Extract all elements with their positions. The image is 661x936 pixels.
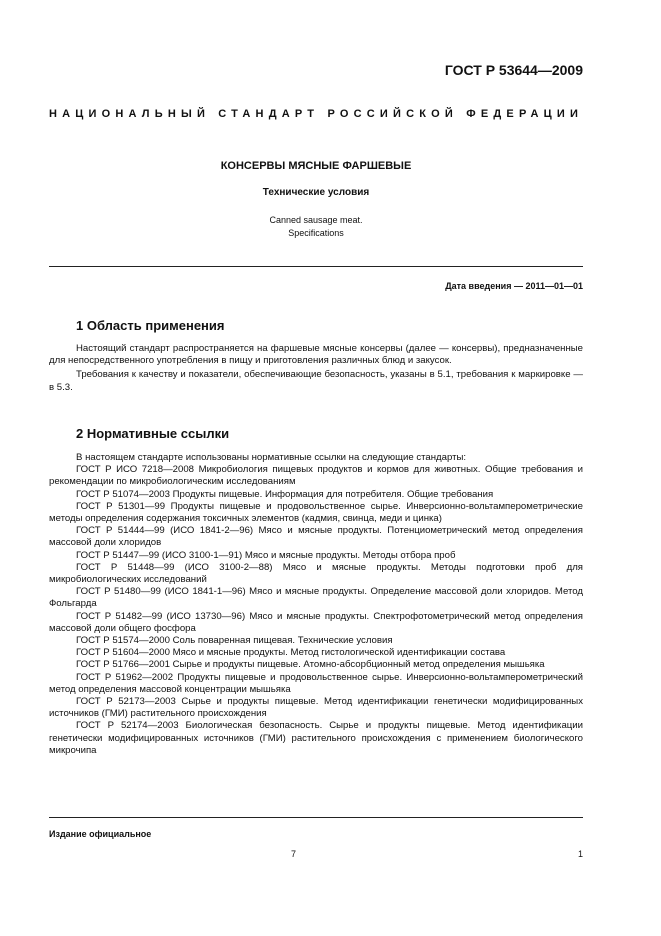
reference-item: ГОСТ Р 51301—99 Продукты пищевые и продовольственное сырье. Инверсионно-вольтамперометрические методы определения содержания токсичных элементов (кадмия, свинца, меди и цинка) xyxy=(49,500,583,525)
english-title-line-1: Canned sausage meat. xyxy=(269,215,363,225)
reference-item: ГОСТ Р 51480—99 (ИСО 1841-1—96) Мясо и мясные продукты. Определение массовой доли хлоридов. Метод Фольгарда xyxy=(49,586,583,610)
header-divider xyxy=(49,266,583,267)
scope-paragraph: Настоящий стандарт распространяется на фаршевые мясные консервы (далее — консервы), предназначенные для непосредственного употребления в пищу и приготовления различных блюд и закусок. xyxy=(49,343,583,367)
document-title: КОНСЕРВЫ МЯСНЫЕ ФАРШЕВЫЕ xyxy=(220,160,412,172)
reference-item: ГОСТ Р 51574—2000 Соль поваренная пищевая. Технические условия xyxy=(76,635,393,647)
page-number-center: 7 xyxy=(291,849,297,859)
introduction-date: Дата введения — 2011—01—01 xyxy=(445,281,583,291)
reference-item: ГОСТ Р ИСО 7218—2008 Микробиология пищевых продуктов и кормов для животных. Общие требования и рекомендации по микробиологическим исследованиям xyxy=(49,464,583,488)
national-standard-banner: НАЦИОНАЛЬНЫЙ СТАНДАРТ РОССИЙСКОЙ ФЕДЕРАЦИИ xyxy=(49,108,584,120)
reference-item: ГОСТ Р 51444—99 (ИСО 1841-2—96) Мясо и мясные продукты. Потенциометрический метод определения массовой доли хлоридов xyxy=(49,525,583,549)
reference-item: ГОСТ Р 52173—2003 Сырье и продукты пищевые. Метод идентификации генетически модифицированных источников (ГМИ) растительного происхождения xyxy=(49,696,583,720)
official-edition-note: Издание официальное xyxy=(49,829,152,839)
english-title-line-2: Specifications xyxy=(288,228,344,238)
reference-item: ГОСТ Р 51766—2001 Сырье и продукты пищевые. Атомно-абсорбционный метод определения мышьяка xyxy=(76,659,545,671)
reference-item: ГОСТ Р 52174—2003 Биологическая безопасность. Сырье и продукты пищевые. Метод идентификации генетически модифицированных источников (ГМИ) растительного происхождения с применением биологического микрочипа xyxy=(49,720,583,756)
reference-item: ГОСТ Р 51448—99 (ИСО 3100-2—88) Мясо и мясные продукты. Методы подготовки проб для микробиологических исследований xyxy=(49,561,583,586)
section-normative-references xyxy=(49,426,583,757)
references-intro: В настоящем стандарте использованы нормативные ссылки на следующие стандарты: xyxy=(76,452,467,463)
footer-divider xyxy=(49,817,583,818)
reference-item: ГОСТ Р 51962—2002 Продукты пищевые и продовольственное сырье. Инверсионно-вольтамперометрический метод определения массовой концентрации мышьяка xyxy=(49,671,583,695)
reference-item: ГОСТ Р 51074—2003 Продукты пищевые. Информация для потребителя. Общие требования xyxy=(76,488,494,500)
gost-number: ГОСТ Р 53644—2009 xyxy=(444,62,583,78)
document-subtitle: Технические условия xyxy=(262,187,370,198)
reference-item: ГОСТ Р 51447—99 (ИСО 3100-1—91) Мясо и мясные продукты. Методы отбора проб xyxy=(76,549,456,561)
reference-item: ГОСТ Р 51604—2000 Мясо и мясные продукты. Метод гистологической идентификации состава xyxy=(76,647,506,659)
page-number-right: 1 xyxy=(577,849,583,859)
section-scope xyxy=(49,318,583,394)
scope-paragraph: Требования к качеству и показатели, обеспечивающие безопасность, указаны в 5.1, требования к маркировке — в 5.3. xyxy=(49,369,583,393)
section-heading-scope: 1 Область применения xyxy=(76,318,225,333)
english-title xyxy=(49,214,583,240)
reference-item: ГОСТ Р 51482—99 (ИСО 13730—96) Мясо и мясные продукты. Спектрофотометрический метод определения массовой доли общего фосфора xyxy=(49,610,583,634)
section-heading-references: 2 Нормативные ссылки xyxy=(76,426,230,441)
